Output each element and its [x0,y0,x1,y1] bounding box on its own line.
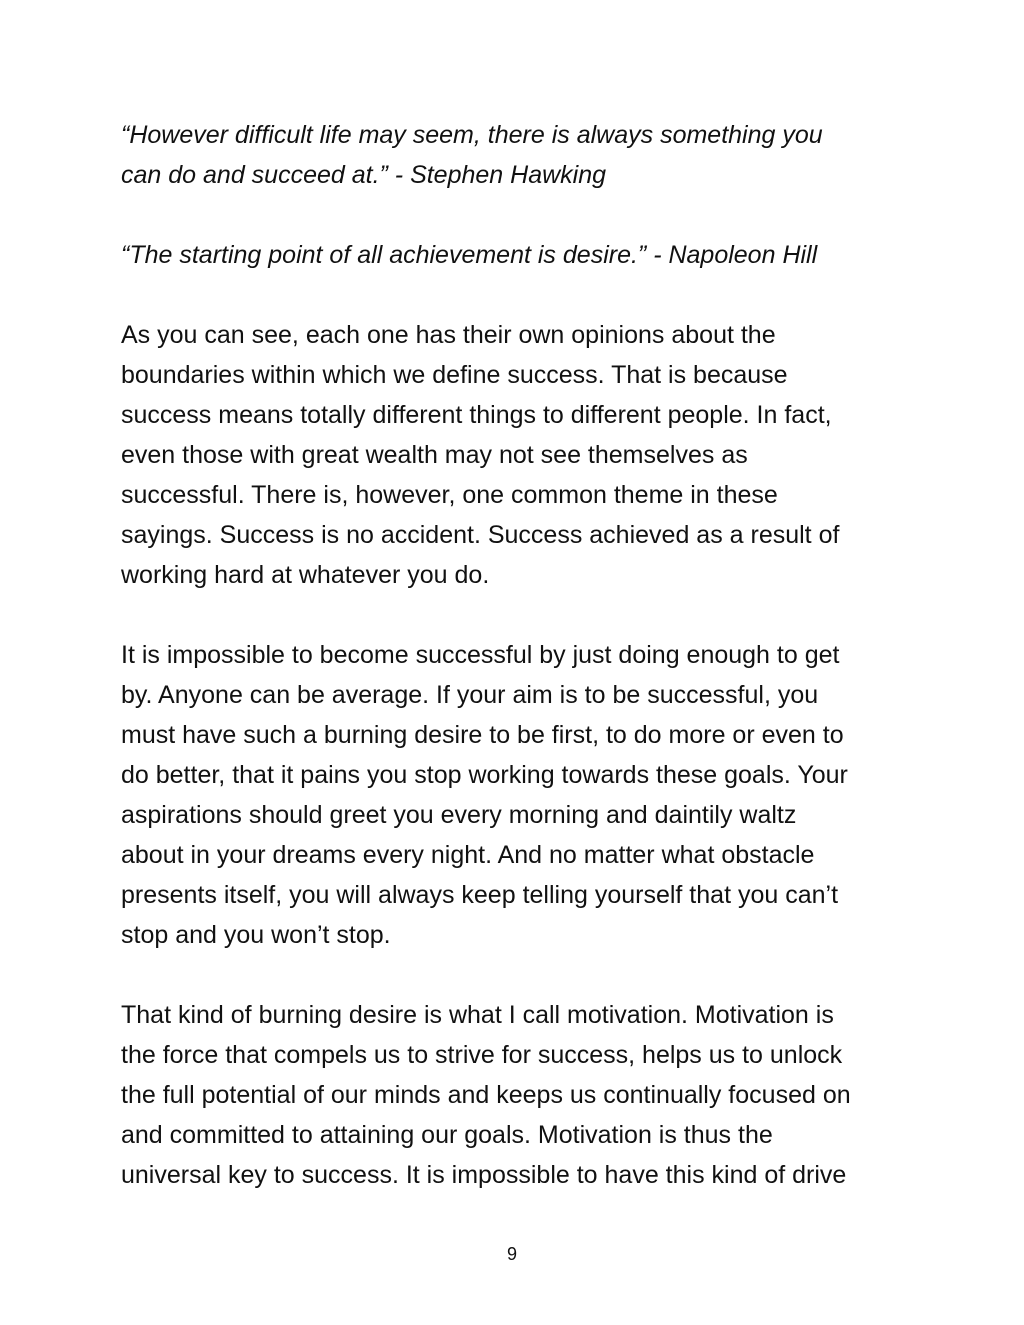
spacer [121,955,921,995]
quote-line: “However difficult life may seem, there is always something you [121,121,823,149]
paragraph-line: boundaries within which we define success. That is because [121,361,788,389]
page-body [121,115,921,1195]
paragraph-line: even those with great wealth may not see themselves as [121,441,748,469]
spacer [121,595,921,635]
quote-line: can do and succeed at.” - Stephen Hawking [121,161,607,189]
paragraph-line: about in your dreams every night. And no matter what obstacle [121,841,815,869]
quote-hawking [121,115,921,195]
paragraph-line: must have such a burning desire to be first, to do more or even to [121,721,844,749]
paragraph-line: the full potential of our minds and keeps us continually focused on [121,1081,851,1109]
paragraph-line: working hard at whatever you do. [121,561,490,589]
paragraph-line: and committed to attaining our goals. Motivation is thus the [121,1121,773,1149]
paragraph-line: universal key to success. It is impossible to have this kind of drive [121,1161,847,1189]
quote-line: “The starting point of all achievement is desire.” - Napoleon Hill [121,241,818,269]
paragraph-line: do better, that it pains you stop working towards these goals. Your [121,761,848,789]
paragraph-line: aspirations should greet you every morning and daintily waltz [121,801,797,829]
paragraph-line: by. Anyone can be average. If your aim is to be successful, you [121,681,819,709]
paragraph-line: presents itself, you will always keep telling yourself that you can’t [121,881,839,909]
paragraph-line: the force that compels us to strive for success, helps us to unlock [121,1041,843,1069]
spacer [121,195,921,235]
paragraph-line: It is impossible to become successful by just doing enough to get [121,641,840,669]
quote-hill [121,235,921,275]
paragraph-motivation [121,995,921,1195]
paragraph-success-opinions [121,315,921,595]
paragraph-line: stop and you won’t stop. [121,921,391,949]
paragraph-line: success means totally different things to different people. In fact, [121,401,832,429]
paragraph-burning-desire [121,635,921,955]
paragraph-line: sayings. Success is no accident. Success achieved as a result of [121,521,840,549]
paragraph-line: As you can see, each one has their own opinions about the [121,321,776,349]
spacer [121,275,921,315]
paragraph-line: successful. There is, however, one common theme in these [121,481,778,509]
paragraph-line: That kind of burning desire is what I call motivation. Motivation is [121,1001,834,1029]
page-number: 9 [506,1244,517,1264]
